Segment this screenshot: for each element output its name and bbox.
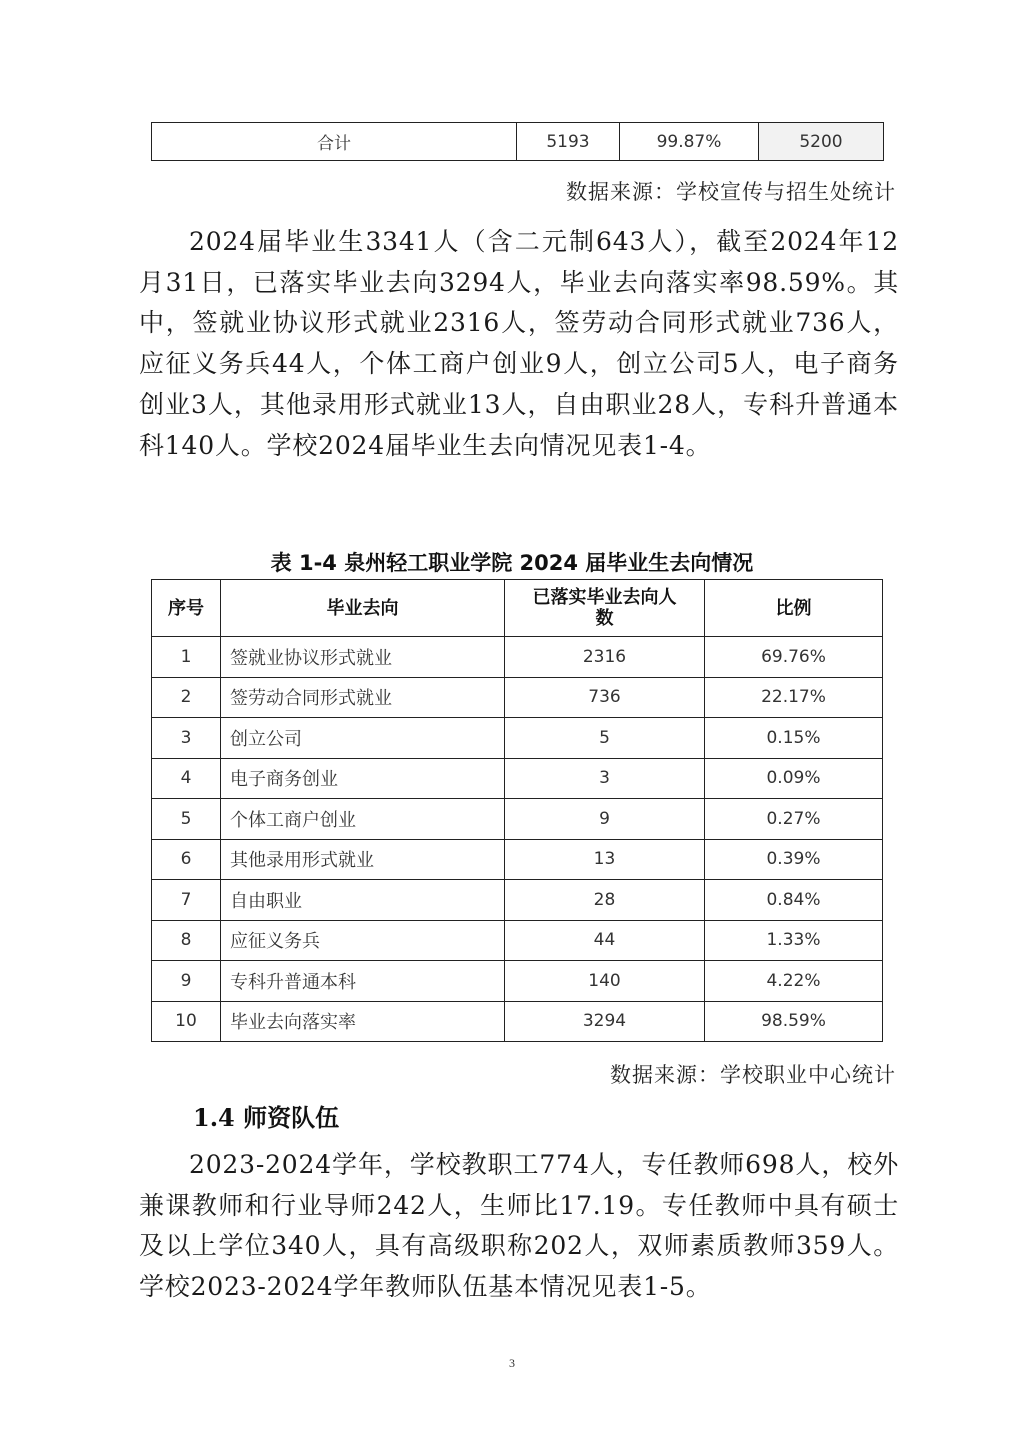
destination-cell: 专科升普通本科 [221, 961, 505, 1002]
destination-cell: 个体工商户创业 [221, 799, 505, 840]
destination-cell: 签就业协议形式就业 [221, 637, 505, 678]
ratio-cell: 0.84% [705, 880, 883, 921]
total-summary-table [151, 122, 884, 161]
destination-cell: 电子商务创业 [221, 758, 505, 799]
count-cell: 3294 [505, 1001, 705, 1042]
ratio-cell: 0.15% [705, 718, 883, 759]
table-row [152, 637, 883, 678]
row-number-cell: 8 [152, 920, 221, 961]
table-body [152, 637, 883, 1042]
paragraph-text: 2023-2024学年，学校教职工774人，专任教师698人，校外兼课教师和行业导师242人，生师比17.19。专任教师中具有硕士及以上学位340人，具有高级职称202人，双师素质教师359人。学校2023-2024学年教师队伍基本情况见表1-5。 [139, 1150, 899, 1302]
count-cell: 5 [505, 718, 705, 759]
header-destination: 毕业去向 [221, 580, 505, 637]
header-count [505, 580, 705, 637]
table-row [152, 799, 883, 840]
ratio-cell: 0.39% [705, 839, 883, 880]
destination-cell: 签劳动合同形式就业 [221, 677, 505, 718]
table-row [152, 677, 883, 718]
table-row [152, 758, 883, 799]
ratio-cell: 4.22% [705, 961, 883, 1002]
count-cell: 2316 [505, 637, 705, 678]
ratio-cell: 0.09% [705, 758, 883, 799]
graduates-paragraph [139, 222, 899, 466]
destination-cell: 创立公司 [221, 718, 505, 759]
count-cell: 140 [505, 961, 705, 1002]
total-label-cell: 合计 [152, 123, 517, 161]
table-row [152, 961, 883, 1002]
table-row [152, 920, 883, 961]
data-source-note: 数据来源：学校职业中心统计 [610, 1063, 896, 1087]
row-number-cell: 10 [152, 1001, 221, 1042]
section-heading: 1.4 师资队伍 [193, 1103, 340, 1132]
header-ratio: 比例 [705, 580, 883, 637]
table-row [152, 880, 883, 921]
row-number-cell: 3 [152, 718, 221, 759]
data-source-note: 数据来源：学校宣传与招生处统计 [566, 180, 896, 204]
count-cell: 9 [505, 799, 705, 840]
header-count-text: 已落实毕业去向人数 [532, 587, 677, 629]
row-number-cell: 6 [152, 839, 221, 880]
total-count-cell: 5193 [517, 123, 620, 161]
total-plan-cell: 5200 [759, 123, 884, 161]
ratio-cell: 22.17% [705, 677, 883, 718]
ratio-cell: 0.27% [705, 799, 883, 840]
count-cell: 44 [505, 920, 705, 961]
ratio-cell: 1.33% [705, 920, 883, 961]
count-cell: 736 [505, 677, 705, 718]
paragraph-text: 2024届毕业生3341人（含二元制643人），截至2024年12月31日，已落实毕业去向3294人，毕业去向落实率98.59%。其中，签就业协议形式就业2316人，签劳动合同形式就业736人，应征义务兵44人，个体工商户创业9人，创立公司5人，电子商务创业3人，其他录用形式就业13人，自由职业28人，专科升普通本科140人。学校2024届毕业生去向情况见表1-4。 [139, 227, 899, 460]
header-number: 序号 [152, 580, 221, 637]
table-row [152, 718, 883, 759]
count-cell: 13 [505, 839, 705, 880]
row-number-cell: 9 [152, 961, 221, 1002]
row-number-cell: 4 [152, 758, 221, 799]
count-cell: 28 [505, 880, 705, 921]
ratio-cell: 98.59% [705, 1001, 883, 1042]
destination-cell: 毕业去向落实率 [221, 1001, 505, 1042]
count-cell: 3 [505, 758, 705, 799]
total-rate-cell: 99.87% [620, 123, 759, 161]
row-number-cell: 2 [152, 677, 221, 718]
table-row [152, 1001, 883, 1042]
graduate-destination-table [151, 579, 883, 1042]
page-number: 3 [509, 1356, 515, 1370]
destination-cell: 其他录用形式就业 [221, 839, 505, 880]
table-row [152, 839, 883, 880]
destination-cell: 应征义务兵 [221, 920, 505, 961]
table-row [152, 123, 884, 161]
faculty-paragraph [139, 1145, 899, 1308]
row-number-cell: 1 [152, 637, 221, 678]
table-caption: 表 1-4 泉州轻工职业学院 2024 届毕业生去向情况 [270, 551, 754, 575]
table-header-row [152, 580, 883, 637]
row-number-cell: 5 [152, 799, 221, 840]
row-number-cell: 7 [152, 880, 221, 921]
destination-cell: 自由职业 [221, 880, 505, 921]
ratio-cell: 69.76% [705, 637, 883, 678]
